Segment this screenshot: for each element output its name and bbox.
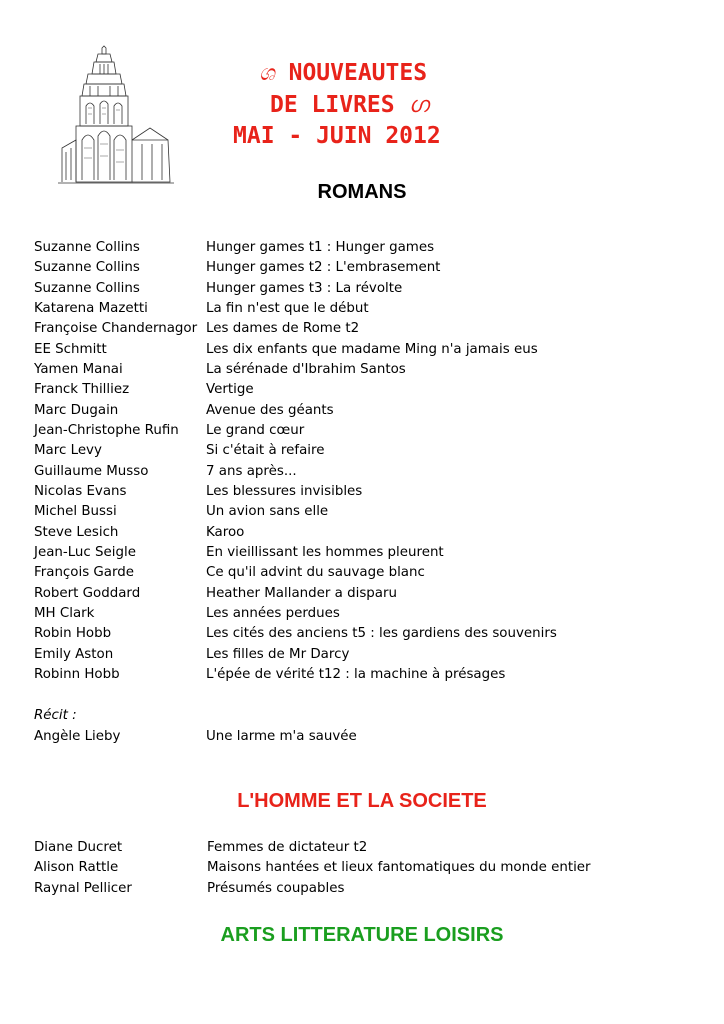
title-date: MAI - JUIN 2012 — [233, 123, 441, 149]
book-title: Présumés coupables — [207, 880, 345, 896]
book-title: L'épée de vérité t12 : la machine à présages — [206, 666, 506, 682]
book-title: Une larme m'a sauvée — [206, 729, 357, 744]
book-title: Vertige — [206, 382, 254, 398]
section-title-arts: ARTS LITTERATURE LOISIRS — [220, 924, 504, 946]
book-author: Suzanne Collins — [34, 280, 140, 296]
book-title: Hunger games t3 : La révolte — [206, 280, 403, 296]
book-title: Les années perdues — [206, 605, 340, 621]
book-title: 7 ans après... — [206, 463, 297, 479]
list-item — [34, 340, 694, 360]
list-item — [34, 299, 694, 319]
book-author: Robin Hobb — [34, 626, 112, 642]
list-item — [34, 380, 694, 400]
section-title-homme-societe: L'HOMME ET LA SOCIETE — [237, 790, 487, 812]
book-title: Ce qu'il advint du sauvage blanc — [206, 565, 425, 581]
list-item — [34, 502, 694, 522]
book-author: Robert Goddard — [34, 585, 141, 601]
list-item — [34, 665, 694, 685]
book-author: Raynal Pellicer — [34, 880, 132, 896]
book-author: François Garde — [34, 565, 135, 581]
book-author: Marc Dugain — [34, 402, 119, 418]
book-author: Angèle Lieby — [34, 729, 121, 744]
list-item — [34, 279, 694, 299]
list-item — [34, 482, 694, 502]
book-title: La sérénade d'Ibrahim Santos — [206, 361, 406, 377]
romans-list — [34, 238, 694, 685]
list-item — [34, 838, 694, 858]
list-item — [34, 462, 694, 482]
book-author: Diane Ducret — [34, 840, 123, 855]
title-de-livres: DE LIVRES — [270, 92, 395, 118]
book-author: Alison Rattle — [34, 860, 119, 876]
book-author: Suzanne Collins — [34, 240, 140, 255]
list-item — [34, 421, 694, 441]
book-author: Robinn Hobb — [34, 666, 120, 682]
book-author: Nicolas Evans — [34, 483, 127, 499]
list-item — [34, 523, 694, 543]
list-item — [34, 563, 694, 583]
book-author: Marc Levy — [34, 443, 102, 459]
list-item — [34, 401, 694, 421]
book-author: Steve Lesich — [34, 524, 119, 540]
book-title: La fin n'est que le début — [206, 300, 369, 316]
book-title: Hunger games t1 : Hunger games — [206, 240, 435, 255]
book-title: Les dames de Rome t2 — [206, 321, 360, 337]
title-line-1 — [259, 60, 427, 86]
book-title: Hunger games t2 : L'embrasement — [206, 260, 441, 276]
book-title: Les cités des anciens t5 : les gardiens des souvenirs — [206, 626, 557, 642]
ornament-left-icon: ශ — [259, 61, 275, 86]
book-title: Heather Mallander a disparu — [206, 585, 397, 601]
recit-label: Récit : — [34, 708, 77, 723]
book-title: Les dix enfants que madame Ming n'a jamais eus — [206, 341, 538, 357]
title-line-2 — [270, 92, 429, 118]
list-item — [34, 258, 694, 278]
list-item — [34, 727, 694, 747]
church-tower-illustration — [58, 44, 174, 184]
list-item — [34, 624, 694, 644]
section-title-romans: ROMANS — [317, 181, 407, 203]
book-author: Michel Bussi — [34, 504, 117, 520]
book-author: Emily Aston — [34, 646, 114, 662]
book-author: Katarena Mazetti — [34, 300, 148, 316]
list-item — [34, 360, 694, 380]
ornament-right-icon: ഗ — [408, 93, 429, 118]
book-author: Jean-Luc Seigle — [34, 544, 136, 560]
book-author: Yamen Manai — [34, 361, 123, 377]
recit-list — [34, 727, 694, 747]
book-title: Avenue des géants — [206, 402, 334, 418]
book-author: Franck Thilliez — [34, 382, 130, 398]
list-item — [34, 441, 694, 461]
title-line-3 — [233, 123, 441, 149]
book-author: EE Schmitt — [34, 341, 107, 357]
book-title: Si c'était à refaire — [206, 443, 325, 459]
list-item — [34, 858, 694, 878]
book-title: En vieillissant les hommes pleurent — [206, 544, 444, 560]
title-nouveautes: NOUVEAUTES — [288, 60, 428, 86]
book-title: Les blessures invisibles — [206, 483, 363, 499]
book-author: Jean-Christophe Rufin — [34, 422, 179, 438]
list-item — [34, 319, 694, 339]
book-title: Femmes de dictateur t2 — [207, 840, 368, 855]
book-title: Le grand cœur — [206, 422, 305, 438]
list-item — [34, 584, 694, 604]
book-author: Guillaume Musso — [34, 463, 149, 479]
list-item — [34, 879, 694, 899]
list-item — [34, 645, 694, 665]
book-title: Un avion sans elle — [206, 504, 329, 520]
book-author: MH Clark — [34, 605, 95, 621]
book-title: Maisons hantées et lieux fantomatiques du monde entier — [207, 860, 591, 876]
homme-societe-list — [34, 838, 694, 899]
list-item — [34, 543, 694, 563]
book-author: Françoise Chandernagor — [34, 321, 198, 337]
book-title: Karoo — [206, 524, 245, 540]
book-author: Suzanne Collins — [34, 260, 140, 276]
book-title: Les filles de Mr Darcy — [206, 646, 350, 662]
list-item — [34, 238, 694, 258]
list-item — [34, 604, 694, 624]
